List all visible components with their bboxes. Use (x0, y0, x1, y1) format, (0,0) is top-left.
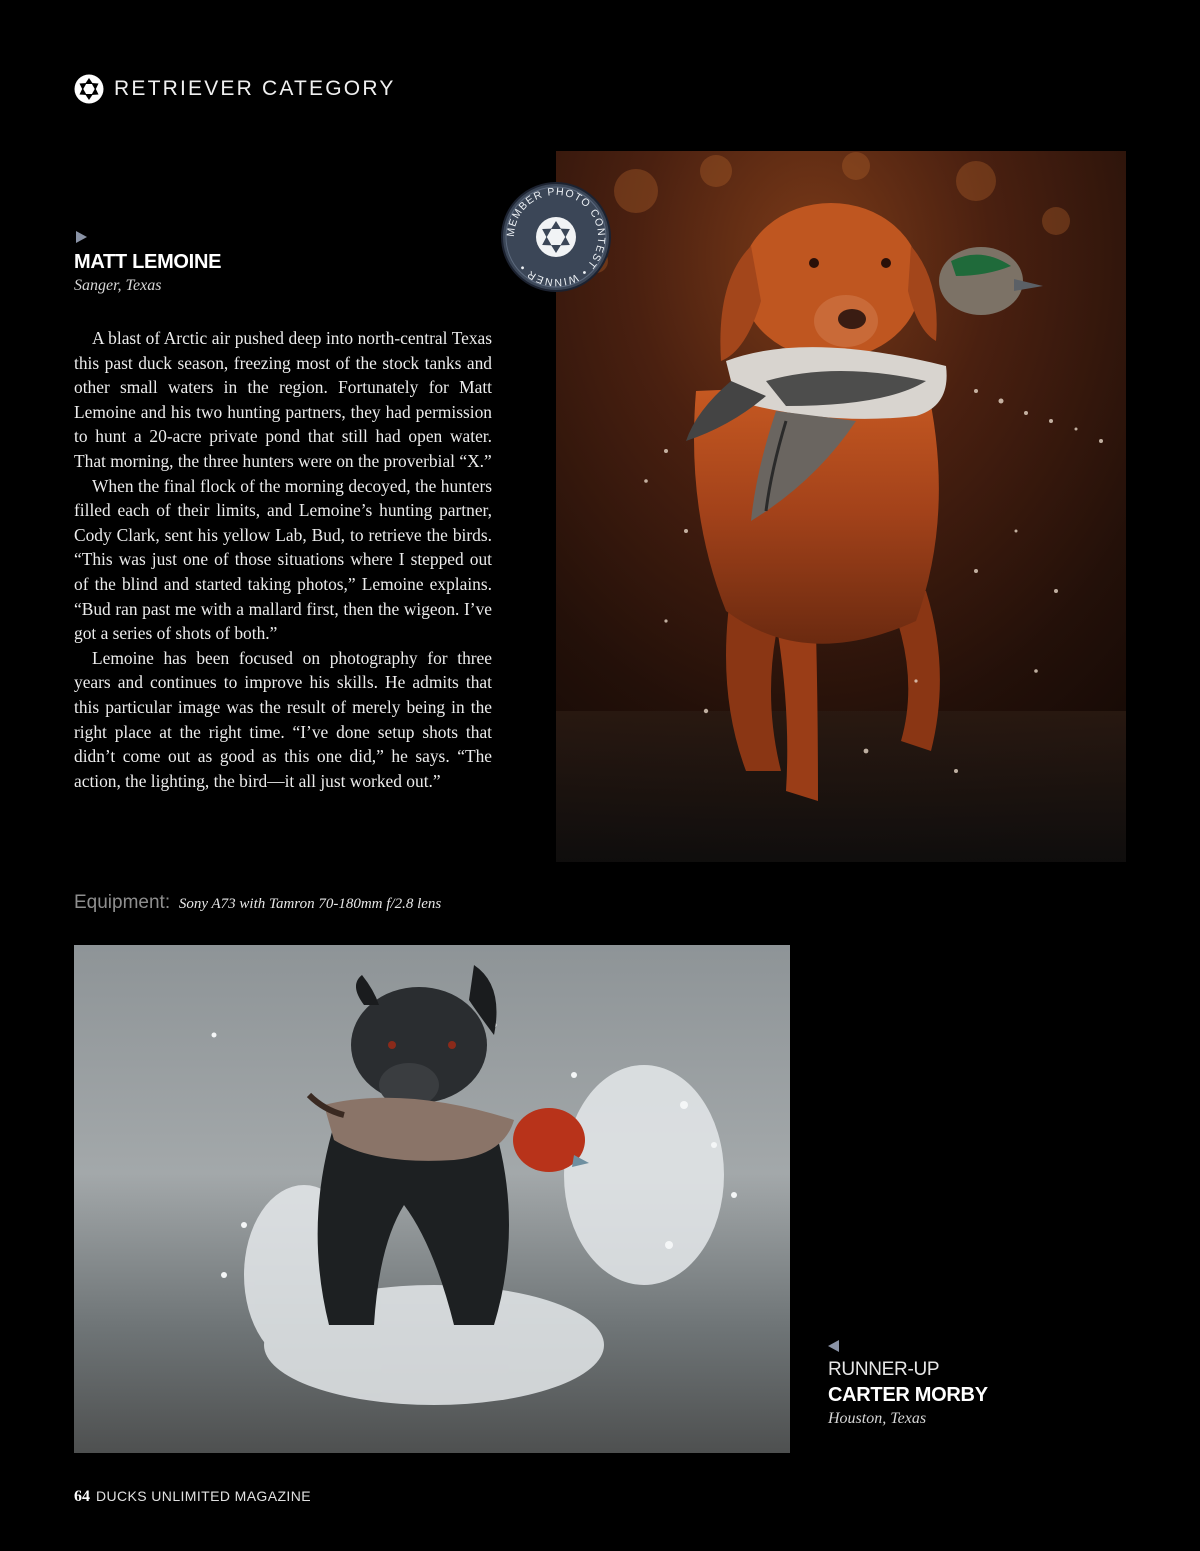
magazine-name: DUCKS UNLIMITED MAGAZINE (96, 1488, 311, 1504)
article-body (74, 326, 492, 793)
equipment-line (74, 892, 441, 914)
category-header (74, 74, 396, 104)
category-title: RETRIEVER CATEGORY (114, 77, 396, 100)
camera-aperture-icon (74, 74, 104, 104)
paragraph: Lemoine has been focused on photography for three years and continues to improve his skills. He admits that this particular image was the result of merely being in the right place at the right time. “I’ve done setup shots that didn’t come out as good as this one did,” he says. “The action, the lighting, the bird—it all just worked out.” (74, 647, 492, 791)
paragraph: A blast of Arctic air pushed deep into north-central Texas this past duck season, freezing most of the stock tanks and other small waters in the region. Fortunately for Matt Lemoine and his two hunting partners, they had permission to hunt a 20-acre private pond that still had open water. That morning, the three hunters were on the proverbial “X.” (74, 328, 492, 471)
badge-text: MEMBER PHOTO CONTEST • WINNER • (504, 185, 608, 289)
runner-up-name: CARTER MORBY (828, 1384, 988, 1406)
arrow-right-icon (76, 231, 87, 243)
arrow-left-icon (828, 1340, 839, 1352)
winner-credit (74, 231, 494, 295)
runner-up-location: Houston, Texas (828, 1410, 927, 1427)
camera-aperture-icon (536, 217, 576, 257)
page-number: 64 (74, 1488, 90, 1505)
equipment-label: Equipment: (74, 892, 171, 913)
runner-up-label: RUNNER-UP (828, 1359, 940, 1380)
winner-badge (500, 181, 612, 293)
paragraph: When the final flock of the morning decoyed, the hunters filled each of their limits, and Lemoine’s hunting partner, Cody Clark, sent his yellow Lab, Bud, to retrieve the birds. “This was just one of those situations where I stepped out of the blind and started taking photos,” Lemoine explains. “Bud ran past me with a mallard first, then the wigeon. I’ve got a series of shots of both.” (74, 475, 492, 644)
runner-up-photo (74, 945, 790, 1453)
winner-location: Sanger, Texas (74, 277, 162, 294)
equipment-value: Sony A73 with Tamron 70-180mm f/2.8 lens (178, 896, 442, 912)
winner-photo (556, 151, 1126, 862)
winner-name: MATT LEMOINE (74, 251, 222, 273)
runner-up-credit (828, 1340, 1128, 1428)
page-footer (74, 1488, 311, 1506)
